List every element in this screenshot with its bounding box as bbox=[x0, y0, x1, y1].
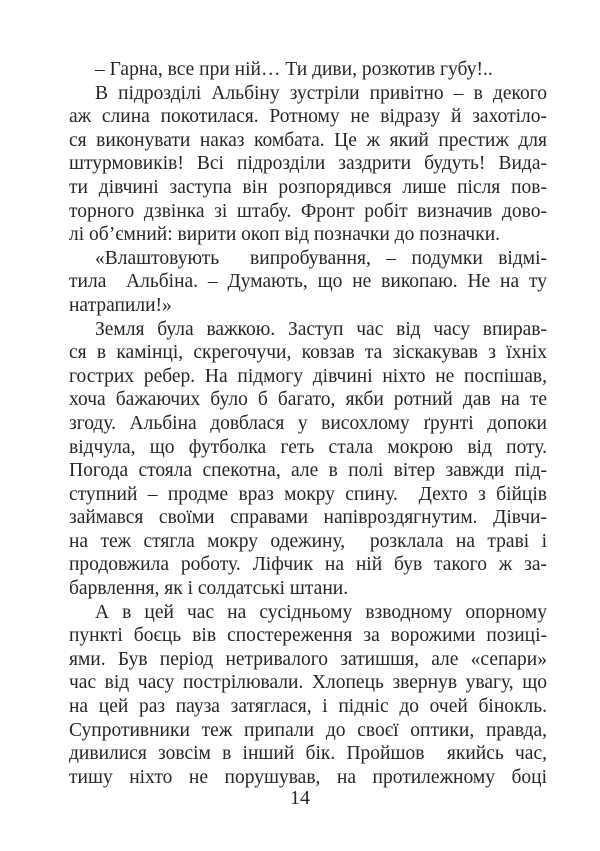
text-line: «Влаштовують випробування, – подумки відмі- bbox=[95, 247, 547, 269]
text-line: лі об’ємний: вирити окоп від позначки до позначки. bbox=[69, 224, 500, 246]
text-line: займався своїми справами напівроздягнутим. Дівчи- bbox=[69, 507, 547, 529]
body-text bbox=[69, 58, 547, 789]
text-line: А в цей час на сусідньому взводному опорному bbox=[95, 601, 547, 623]
text-line: дивилися зовсім в інший бік. Пройшов якийсь час, bbox=[69, 743, 547, 765]
text-line: на теж стягла мокру одежину, розклала на траві і bbox=[69, 530, 547, 552]
text-line: ти дівчині заступа він розпорядився лише після пов- bbox=[69, 176, 547, 198]
text-line: тила Альбіна. – Думають, що не викопаю. Не на ту bbox=[69, 271, 547, 293]
text-line: згоду. Альбіна довблася у висохлому ґрунті допоки bbox=[69, 412, 547, 434]
text-line: торного дзвінка зі штабу. Фронт робіт визначив дово- bbox=[69, 200, 547, 222]
text-line: тишу ніхто не порушував, на протилежному боці bbox=[69, 766, 547, 788]
text-line: відчула, що футболка геть стала мокрою від поту. bbox=[69, 436, 547, 458]
text-line: ями. Був період нетривалого затишшя, але «сепари» bbox=[69, 648, 547, 670]
text-line: гострих ребер. На підмогу дівчині ніхто не поспішав, bbox=[69, 365, 547, 387]
text-line: штурмовиків! Всі підрозділи заздрити будуть! Вида- bbox=[69, 153, 547, 175]
text-line: ся виконувати наказ комбата. Це ж який престиж для bbox=[69, 129, 547, 151]
page-number: 14 bbox=[290, 787, 310, 809]
text-line: пункті боєць вів спостереження за ворожими позиці- bbox=[69, 625, 547, 647]
text-line: ся в камінці, скрегочучи, ковзав та зіскакував з їхніх bbox=[69, 342, 547, 364]
text-line: натрапили!» bbox=[69, 294, 172, 316]
text-line: Супротивники теж припали до своєї оптики, правда, bbox=[69, 719, 547, 741]
text-line: продовжила роботу. Ліфчик на ній був такого ж за- bbox=[69, 554, 547, 576]
text-line: В підрозділі Альбіну зустріли привітно – в декого bbox=[95, 82, 547, 104]
text-line: Погода стояла спекотна, але в полі вітер завжди під- bbox=[69, 460, 547, 482]
text-line: Земля була важкою. Заступ час від часу впирав- bbox=[95, 318, 547, 340]
text-line: ступний – продме враз мокру спину. Дехто з бійців bbox=[69, 483, 547, 505]
text-line: на цей раз пауза затяглася, і підніс до очей бінокль. bbox=[69, 696, 547, 718]
text-line: час від часу пострілювали. Хлопець звернув увагу, що bbox=[69, 672, 547, 694]
text-line: хоча бажаючих було б багато, якби ротний дав на те bbox=[69, 389, 547, 411]
text-line: аж слина покотилася. Ротному не відразу й захотіло- bbox=[69, 106, 547, 128]
text-line: – Гарна, все при ній… Ти диви, розкотив губу!.. bbox=[95, 59, 493, 80]
text-line: барвлення, як і солдатські штани. bbox=[69, 578, 349, 600]
